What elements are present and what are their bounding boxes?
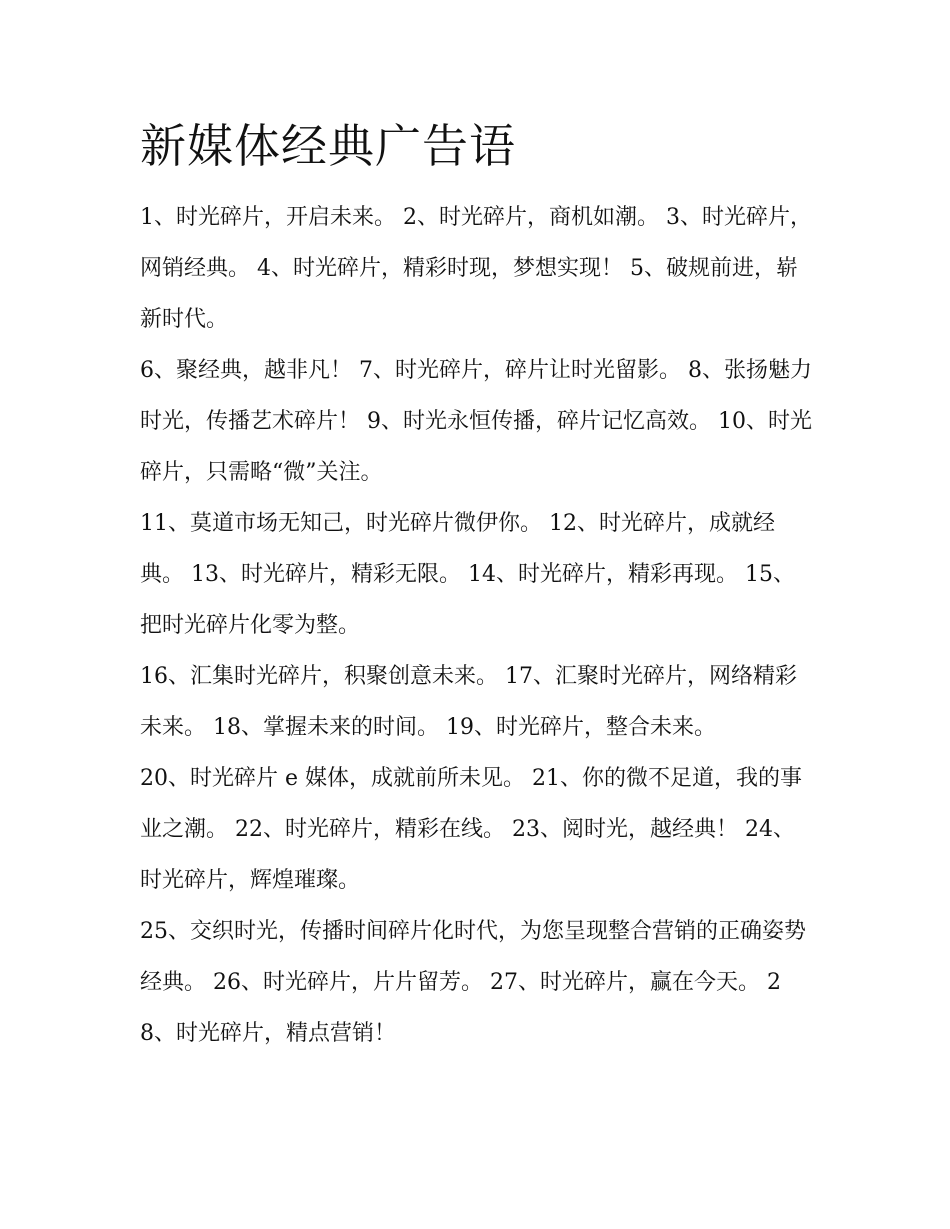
paragraph-2: 6、聚经典，越非凡！ 7、时光碎片，碎片让时光留影。 8、张扬魅力时光，传播艺术碎片！ 9、时光永恒传播，碎片记忆高效。 10、时光碎片，只需略“微”关注。 [140, 358, 812, 485]
document-title: 新媒体经典广告语 [140, 119, 516, 173]
paragraph-3: 11、莫道市场无知己，时光碎片微伊你。 12、时光碎片，成就经典。 13、时光碎片，精彩无限。 14、时光碎片，精彩再现。 15、把时光碎片化零为整。 [140, 511, 795, 638]
paragraph-1: 1、时光碎片，开启未来。 2、时光碎片，商机如潮。 3、时光碎片，网销经典。 4、时光碎片，精彩时现，梦想实现！ 5、破规前进，崭新时代。 [140, 205, 812, 332]
paragraph-4: 16、汇集时光碎片，积聚创意未来。 17、汇聚时光碎片，网络精彩未来。 18、掌握未来的时间。 19、时光碎片，整合未来。 [140, 664, 797, 740]
paragraph-6: 25、交织时光，传播时间碎片化时代，为您呈现整合营销的正确姿势经典。 26、时光碎片，片片留芳。 27、时光碎片，赢在今天。 28、时光碎片，精点营销！ [140, 919, 806, 1046]
document-page [140, 112, 812, 1059]
paragraph-5: 20、时光碎片 e 媒体，成就前所未见。 21、你的微不足道，我的事业之潮。 22、时光碎片，精彩在线。 23、阅时光，越经典！ 24、时光碎片，辉煌璀璨。 [140, 766, 802, 893]
